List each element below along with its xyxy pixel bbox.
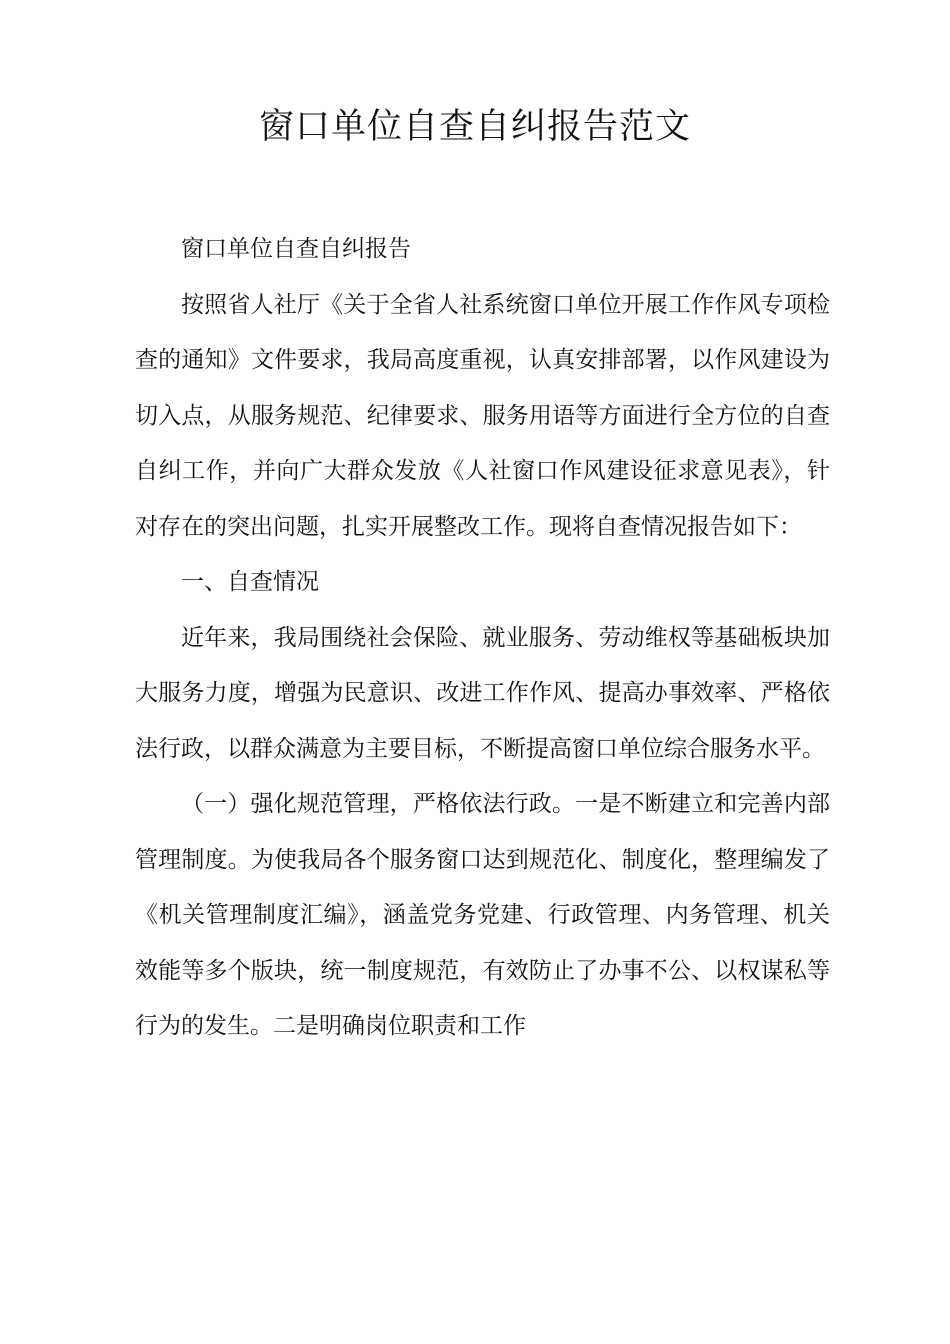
overview-paragraph: 近年来，我局围绕社会保险、就业服务、劳动维权等基础板块加大服务力度，增强为民意识、改进工作作风、提高办事效率、严格依法行政，以群众满意为主要目标，不断提高窗口单位综合服务水平。 [135,624,830,762]
subsection-paragraph-1: （一）强化规范管理，严格依法行政。一是不断建立和完善内部管理制度。为使我局各个服务窗口达到规范化、制度化，整理编发了《机关管理制度汇编》，涵盖党务党建、行政管理、内务管理、机关效能等多个版块，统一制度规范，有效防止了办事不公、以权谋私等行为的发生。二是明确岗位职责和工作 [135,791,830,1039]
document-title: 窗口单位自查自纠报告范文 [258,107,691,147]
section-heading-self-inspection: 一、自查情况 [181,569,319,595]
document-body [135,222,830,1055]
report-heading: 窗口单位自查自纠报告 [181,236,411,262]
intro-paragraph: 按照省人社厅《关于全省人社系统窗口单位开展工作作风专项检查的通知》文件要求，我局高度重视，认真安排部署，以作风建设为切入点，从服务规范、纪律要求、服务用语等方面进行全方位的自查自纠工作，并向广大群众发放《人社窗口作风建设征求意见表》，针对存在的突出问题，扎实开展整改工作。现将自查情况报告如下： [135,291,830,540]
